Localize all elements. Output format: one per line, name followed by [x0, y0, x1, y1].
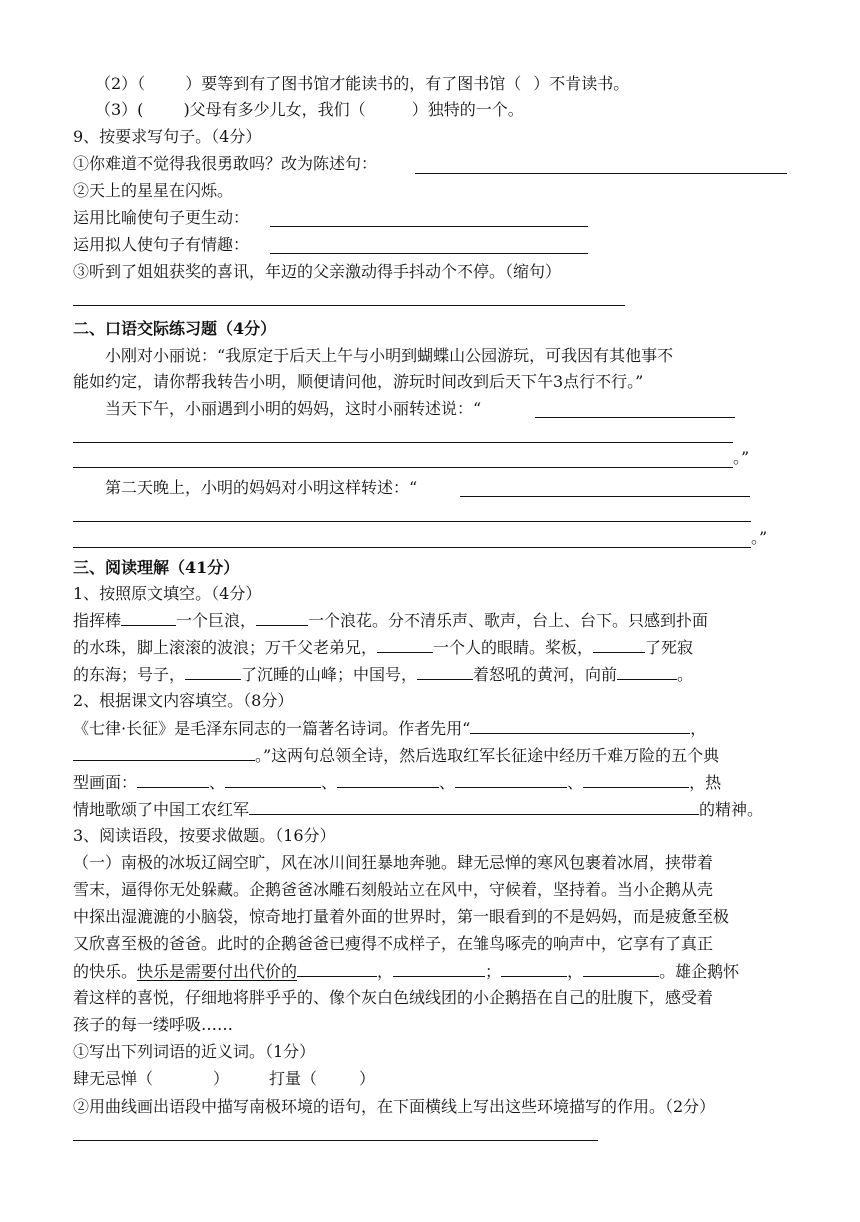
passage-line-3: 中探出湿漉漉的小脑袋，惊奇地打量着外面的世界时，第一眼看到的不是妈妈，而是疲惫至极 — [73, 907, 730, 926]
sec3-q2-line2: 。”这两句总领全诗，然后选取红军长征途中经历千难万险的五个典 — [73, 744, 719, 767]
q9-s2a: 运用比喻使句子更生动： — [73, 208, 250, 227]
blank[interactable] — [73, 744, 255, 761]
q8-3-mid: )父母有多少儿女，我们（ — [183, 100, 366, 119]
passage-line-5: 的快乐。快乐是需要付出代价的 ， ； ， 。雄企鹅怀 — [73, 962, 740, 981]
sec2-p3-answer-line-3[interactable] — [73, 547, 751, 548]
underlined-phrase: 快乐是需要付出代价的 — [137, 962, 298, 981]
sec3-q1-line3: 的东海；号子， 了沉睡的山峰；中国号， 着怒吼的黄河，向前 。 — [73, 665, 694, 684]
passage-line-1: （一）南极的冰坂辽阔空旷，风在冰川间狂暴地奔驰。肆无忌惮的寒风包裹着冰屑，挟带着 — [73, 853, 714, 872]
sec2-p3-answer-line-1[interactable] — [460, 496, 750, 497]
sub-q2-answer-line[interactable] — [73, 1140, 598, 1141]
sec3-q2-line3: 型画面： 、 、 、 、 ，热 — [73, 773, 722, 792]
q8-2-pre: （2）（ — [95, 74, 146, 93]
q8-item-3 — [95, 99, 524, 121]
sec3-q1-line2: 的水珠，脚上滚滚的波浪；万千父老弟兄， 一个人的眼睛。桨板， 了死寂 — [73, 638, 694, 657]
sec2-p1b: 能如约定，请你帮我转告小明，顺便请问他，游玩时间改到后天下午3点行不行。” — [73, 372, 644, 391]
blank[interactable] — [393, 960, 485, 977]
passage-line-2: 雪末，逼得你无处躲藏。企鹅爸爸冰雕石刻般站立在风中，守候着，坚持着。当小企鹅从壳 — [73, 880, 714, 899]
sec2-p2: 当天下午，小丽遇到小明的妈妈，这时小丽转述说：“ — [105, 399, 482, 418]
sec3-q3-title: 3、阅读语段，按要求做题。（16分） — [73, 826, 336, 845]
blank[interactable] — [470, 717, 690, 734]
blank[interactable] — [501, 960, 567, 977]
blank[interactable] — [377, 636, 433, 653]
blank[interactable] — [297, 960, 377, 977]
passage-line-4: 又欣喜至极的爸爸。此时的企鹅爸爸已瘦得不成样子，在雏鸟啄壳的响声中，它享有了真正 — [73, 934, 714, 953]
blank[interactable] — [583, 960, 659, 977]
sec2-p3: 第二天晚上，小明的妈妈对小明这样转述：“ — [105, 478, 418, 497]
sec2-p3-answer-line-2[interactable] — [73, 521, 751, 522]
q9-title: 9、按要求写句子。（4分） — [73, 127, 262, 146]
blank[interactable] — [121, 609, 176, 626]
blank[interactable] — [249, 798, 699, 815]
q9-s3: ③听到了姐姐获奖的喜讯，年迈的父亲激动得手抖动个不停。（缩句） — [73, 262, 562, 281]
blank[interactable] — [617, 663, 677, 680]
blank[interactable] — [583, 771, 689, 788]
blank[interactable] — [185, 663, 241, 680]
sec2-p2-answer-line-1[interactable] — [535, 417, 735, 418]
blank[interactable] — [455, 771, 567, 788]
sub-q2: ②用曲线画出语段中描写南极环境的语句，在下面横线上写出这些环境描写的作用。（2分） — [73, 1097, 716, 1116]
passage-line-7: 孩子的每一缕呼吸…… — [73, 1015, 234, 1034]
q9-s3-answer-line[interactable] — [73, 305, 625, 306]
section-3-heading: 三、阅读理解（41分） — [73, 558, 240, 577]
sec3-q2-line4: 情地歌颂了中国工农红军 的精神。 — [73, 800, 764, 819]
sec3-q1-title: 1、按照原文填空。（4分） — [73, 584, 262, 603]
sec3-q2-line1: 《七律·长征》是毛泽东同志的一篇著名诗词。作者先用“ ， — [73, 719, 707, 738]
sub-q1: ①写出下列词语的近义词。（1分） — [73, 1042, 316, 1061]
sec3-q1-line1: 指挥棒 一个巨浪， 一个浪花。分不清乐声、歌声，台上、台下。只感到扑面 — [73, 611, 709, 630]
blank[interactable] — [137, 771, 209, 788]
sec2-end1: 。” — [733, 448, 750, 467]
blank[interactable] — [593, 636, 645, 653]
sec2-end2: 。” — [751, 528, 768, 547]
q8-2-mid: ）要等到有了图书馆才能读书的，有了图书馆（ — [185, 74, 522, 93]
q9-s2b: 运用拟人使句子有情趣： — [73, 235, 250, 254]
sec2-p1a: 小刚对小丽说：“我原定于后天上午与小明到蝴蝶山公园游玩，可我因有其他事不 — [105, 346, 674, 365]
q8-3-pre: （3）( — [95, 100, 144, 119]
q9-s2b-answer-line[interactable] — [270, 253, 588, 254]
section-2-heading: 二、口语交际练习题（4分） — [73, 319, 277, 338]
sec3-q2-title: 2、根据课文内容填空。（8分） — [73, 691, 294, 710]
blank[interactable] — [417, 663, 473, 680]
passage-line-6: 着这样的喜悦，仔细地将胖乎乎的、像个灰白色绒线团的小企鹅捂在自己的肚腹下，感受着 — [73, 988, 714, 1007]
blank[interactable] — [225, 771, 321, 788]
sub-q1-items: 肆无忌惮（ ） 打量（ ） — [73, 1069, 376, 1088]
q9-s2: ②天上的星星在闪烁。 — [73, 181, 234, 200]
blank[interactable] — [256, 609, 308, 626]
sec2-p2-answer-line-2[interactable] — [73, 442, 733, 443]
q9-s2a-answer-line[interactable] — [270, 226, 588, 227]
q9-s1-answer-line[interactable] — [415, 173, 787, 174]
q9-s1: ①你难道不觉得我很勇敢吗？改为陈述句： — [73, 154, 378, 173]
q8-3-post: ）独特的一个。 — [411, 100, 524, 119]
q8-2-post: ）不肯读书。 — [533, 74, 630, 93]
q8-item-2 — [95, 73, 629, 95]
sec2-p2-answer-line-3[interactable] — [73, 467, 733, 468]
blank[interactable] — [337, 771, 439, 788]
